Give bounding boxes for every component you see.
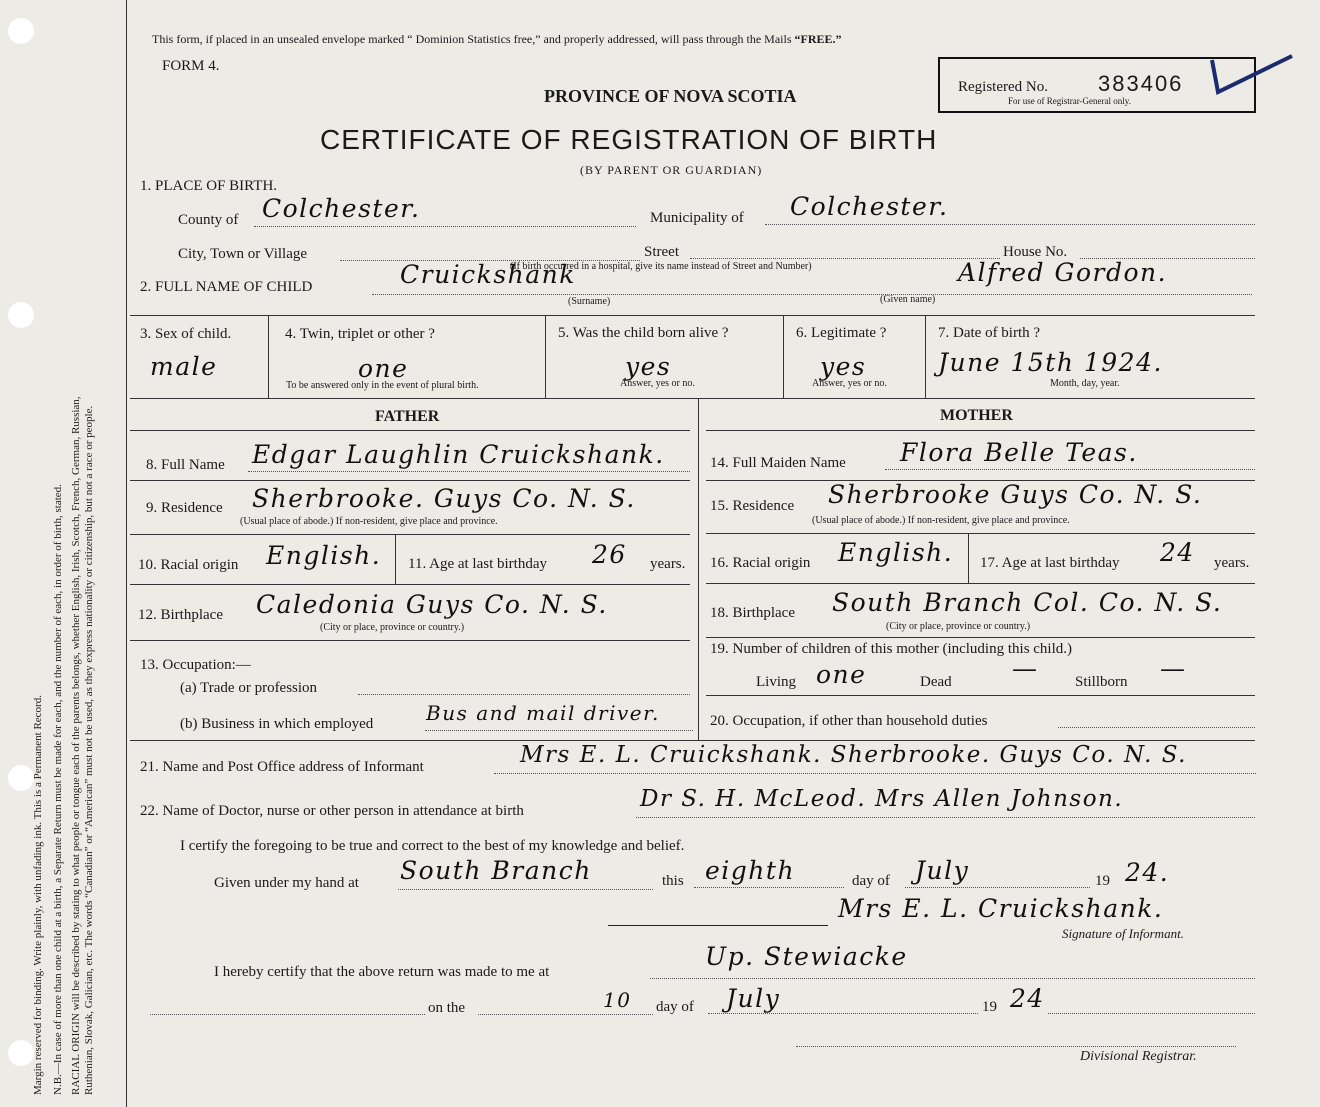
registrar-year: 24 bbox=[1010, 984, 1045, 1013]
child-surname: Cruickshank bbox=[400, 260, 576, 289]
father-birthplace-note: (City or place, province or country.) bbox=[320, 622, 465, 633]
dob-label: 7. Date of birth ? bbox=[938, 325, 1041, 341]
given-caption: (Given name) bbox=[880, 294, 936, 305]
twin-label: 4. Twin, triplet or other ? bbox=[285, 326, 435, 342]
mother-heading: MOTHER bbox=[940, 407, 1013, 424]
informant-value: Mrs E. L. Cruickshank. Sherbrooke. Guys Co. N. S. bbox=[520, 742, 1187, 768]
registrar-month: July bbox=[726, 984, 781, 1013]
father-birthplace: Caledonia Guys Co. N. S. bbox=[256, 590, 608, 619]
mother-race-label: 16. Racial origin bbox=[710, 555, 811, 571]
legitimate-label: 6. Legitimate ? bbox=[796, 325, 887, 341]
business-value: Bus and mail driver. bbox=[426, 701, 660, 725]
certify-text: I certify the foregoing to be true and correct to the best of my knowledge and belief. bbox=[180, 838, 685, 854]
sex-value: male bbox=[150, 352, 218, 381]
registrar-text: I hereby certify that the above return was made to me at bbox=[214, 964, 550, 980]
municipality-label: Municipality of bbox=[650, 210, 744, 226]
occupation-label: 13. Occupation:— bbox=[140, 657, 251, 673]
binding-hole bbox=[8, 18, 34, 44]
father-race-label: 10. Racial origin bbox=[138, 557, 239, 573]
father-residence-note: (Usual place of abode.) If non-resident, give place and province. bbox=[240, 516, 498, 527]
father-race: English. bbox=[266, 541, 382, 570]
father-name-label: 8. Full Name bbox=[146, 457, 225, 473]
informant-signature: Mrs E. L. Cruickshank. bbox=[838, 894, 1164, 923]
registrar-day: 10 bbox=[603, 988, 632, 1012]
registrar-place: Up. Stewiacke bbox=[705, 942, 908, 971]
on-the-label: on the bbox=[428, 1000, 466, 1016]
checkmark-icon bbox=[1200, 50, 1300, 100]
living-label: Living bbox=[756, 674, 796, 690]
stillborn-value: — bbox=[1160, 654, 1187, 683]
county-label: County of bbox=[178, 212, 239, 228]
dob-note: Month, day, year. bbox=[1050, 378, 1120, 389]
dead-label: Dead bbox=[920, 674, 952, 690]
mail-note bbox=[152, 32, 842, 47]
business-label: (b) Business in which employed bbox=[180, 716, 374, 732]
legitimate-note: Answer, yes or no. bbox=[812, 378, 887, 389]
father-residence: Sherbrooke. Guys Co. N. S. bbox=[252, 484, 636, 513]
given-month: July bbox=[915, 856, 970, 885]
given-year-prefix: 19 bbox=[1095, 873, 1110, 889]
doctor-value: Dr S. H. McLeod. Mrs Allen Johnson. bbox=[640, 786, 1124, 812]
father-age: 26 bbox=[592, 540, 627, 569]
dead-value: — bbox=[1012, 654, 1039, 683]
binding-hole bbox=[8, 1040, 34, 1066]
house-label: House No. bbox=[1003, 244, 1068, 260]
given-dayof-label: day of bbox=[852, 873, 890, 889]
mother-residence: Sherbrooke Guys Co. N. S. bbox=[828, 480, 1203, 509]
registrar-year-prefix: 19 bbox=[982, 999, 997, 1015]
this-label: this bbox=[662, 873, 684, 889]
child-given-name: Alfred Gordon. bbox=[958, 258, 1168, 287]
binding-hole bbox=[8, 302, 34, 328]
street-note: (If birth occurred in a hospital, give its name instead of Street and Number) bbox=[510, 261, 812, 272]
street-label: Street bbox=[644, 244, 679, 260]
living-value: one bbox=[816, 660, 867, 689]
binding-hole bbox=[8, 765, 34, 791]
registrar-dayof-label: day of bbox=[656, 999, 694, 1015]
twin-value: one bbox=[358, 354, 409, 383]
mother-occupation-label: 20. Occupation, if other than household duties bbox=[710, 713, 988, 729]
margin-note: Margin reserved for binding. Write plainly, with unfading ink. This is a Permanent Record. bbox=[32, 695, 44, 1095]
mother-age-label: 17. Age at last birthday bbox=[980, 555, 1120, 571]
twin-note: To be answered only in the event of plural birth. bbox=[286, 380, 479, 391]
sex-label: 3. Sex of child. bbox=[140, 326, 232, 342]
margin-rule bbox=[126, 0, 127, 1107]
mother-residence-label: 15. Residence bbox=[710, 498, 795, 514]
alive-note: Answer, yes or no. bbox=[620, 378, 695, 389]
mail-note-free: “FREE.” bbox=[794, 32, 842, 46]
mail-note-text: This form, if placed in an unsealed envelope marked “ Dominion Statistics free,” and properly addressed, will pass through the Mails bbox=[152, 32, 792, 46]
signature-caption: Signature of Informant. bbox=[1062, 926, 1184, 941]
dob-value: June 15th 1924. bbox=[938, 348, 1163, 377]
children-count-label: 19. Number of children of this mother (including this child.) bbox=[710, 641, 1073, 657]
mother-birthplace-label: 18. Birthplace bbox=[710, 605, 795, 621]
given-at-label: Given under my hand at bbox=[214, 875, 359, 891]
county-value: Colchester. bbox=[262, 194, 421, 223]
mother-residence-note: (Usual place of abode.) If non-resident, give place and province. bbox=[812, 515, 1070, 526]
city-label: City, Town or Village bbox=[178, 246, 308, 262]
form-number: FORM 4. bbox=[162, 58, 220, 74]
mother-birthplace-note: (City or place, province or country.) bbox=[886, 621, 1031, 632]
mother-birthplace: South Branch Col. Co. N. S. bbox=[832, 588, 1223, 617]
father-age-label: 11. Age at last birthday bbox=[408, 556, 547, 572]
surname-caption: (Surname) bbox=[568, 296, 611, 307]
margin-notes bbox=[32, 10, 96, 1095]
registered-number: 383406 bbox=[1098, 71, 1184, 96]
municipality-value: Colchester. bbox=[790, 192, 949, 221]
father-residence-label: 9. Residence bbox=[146, 500, 223, 516]
margin-note: RACIAL ORIGIN will be described by stating to what people or tongue each of the parents belongs, whether English, Irish, Scotch, French, German, Russian, bbox=[70, 396, 82, 1095]
doctor-label: 22. Name of Doctor, nurse or other person in attendance at birth bbox=[140, 803, 524, 819]
given-year: 24. bbox=[1125, 858, 1170, 887]
margin-note: Ruthenian, Slovak, Galician, etc. The words “Canadian” or “American” must not be used, as they express nationality or citizenship, but not a race or people. bbox=[83, 405, 95, 1095]
alive-value: yes bbox=[625, 352, 672, 381]
registered-note: For use of Registrar-General only. bbox=[1008, 96, 1131, 106]
mother-years: years. bbox=[1214, 555, 1250, 571]
father-years: years. bbox=[650, 556, 686, 572]
child-name-label: 2. FULL NAME OF CHILD bbox=[140, 279, 313, 295]
certificate-title: CERTIFICATE OF REGISTRATION OF BIRTH bbox=[320, 124, 938, 155]
informant-label: 21. Name and Post Office address of Informant bbox=[140, 759, 424, 775]
mother-age: 24 bbox=[1160, 538, 1195, 567]
province-heading: PROVINCE OF NOVA SCOTIA bbox=[544, 86, 797, 106]
father-heading: FATHER bbox=[375, 408, 440, 425]
registered-label: Registered No. bbox=[958, 79, 1048, 95]
trade-label: (a) Trade or profession bbox=[180, 680, 318, 696]
legitimate-value: yes bbox=[820, 352, 867, 381]
father-name: Edgar Laughlin Cruickshank. bbox=[252, 440, 665, 469]
margin-note: N.B.—In case of more than one child at a birth, a Separate Return must be made for each, and the number of each, in order of birth, stated. bbox=[52, 484, 64, 1095]
alive-label: 5. Was the child born alive ? bbox=[558, 325, 729, 341]
place-heading: 1. PLACE OF BIRTH. bbox=[140, 178, 278, 194]
given-at-place: South Branch bbox=[400, 856, 592, 885]
mother-race: English. bbox=[838, 538, 954, 567]
mother-name: Flora Belle Teas. bbox=[900, 438, 1138, 467]
given-day: eighth bbox=[705, 856, 796, 885]
registrar-caption: Divisional Registrar. bbox=[1080, 1049, 1197, 1064]
certificate-subtitle: (BY PARENT OR GUARDIAN) bbox=[580, 163, 763, 177]
stillborn-label: Stillborn bbox=[1075, 674, 1128, 690]
father-birthplace-label: 12. Birthplace bbox=[138, 607, 223, 623]
mother-name-label: 14. Full Maiden Name bbox=[710, 455, 846, 471]
